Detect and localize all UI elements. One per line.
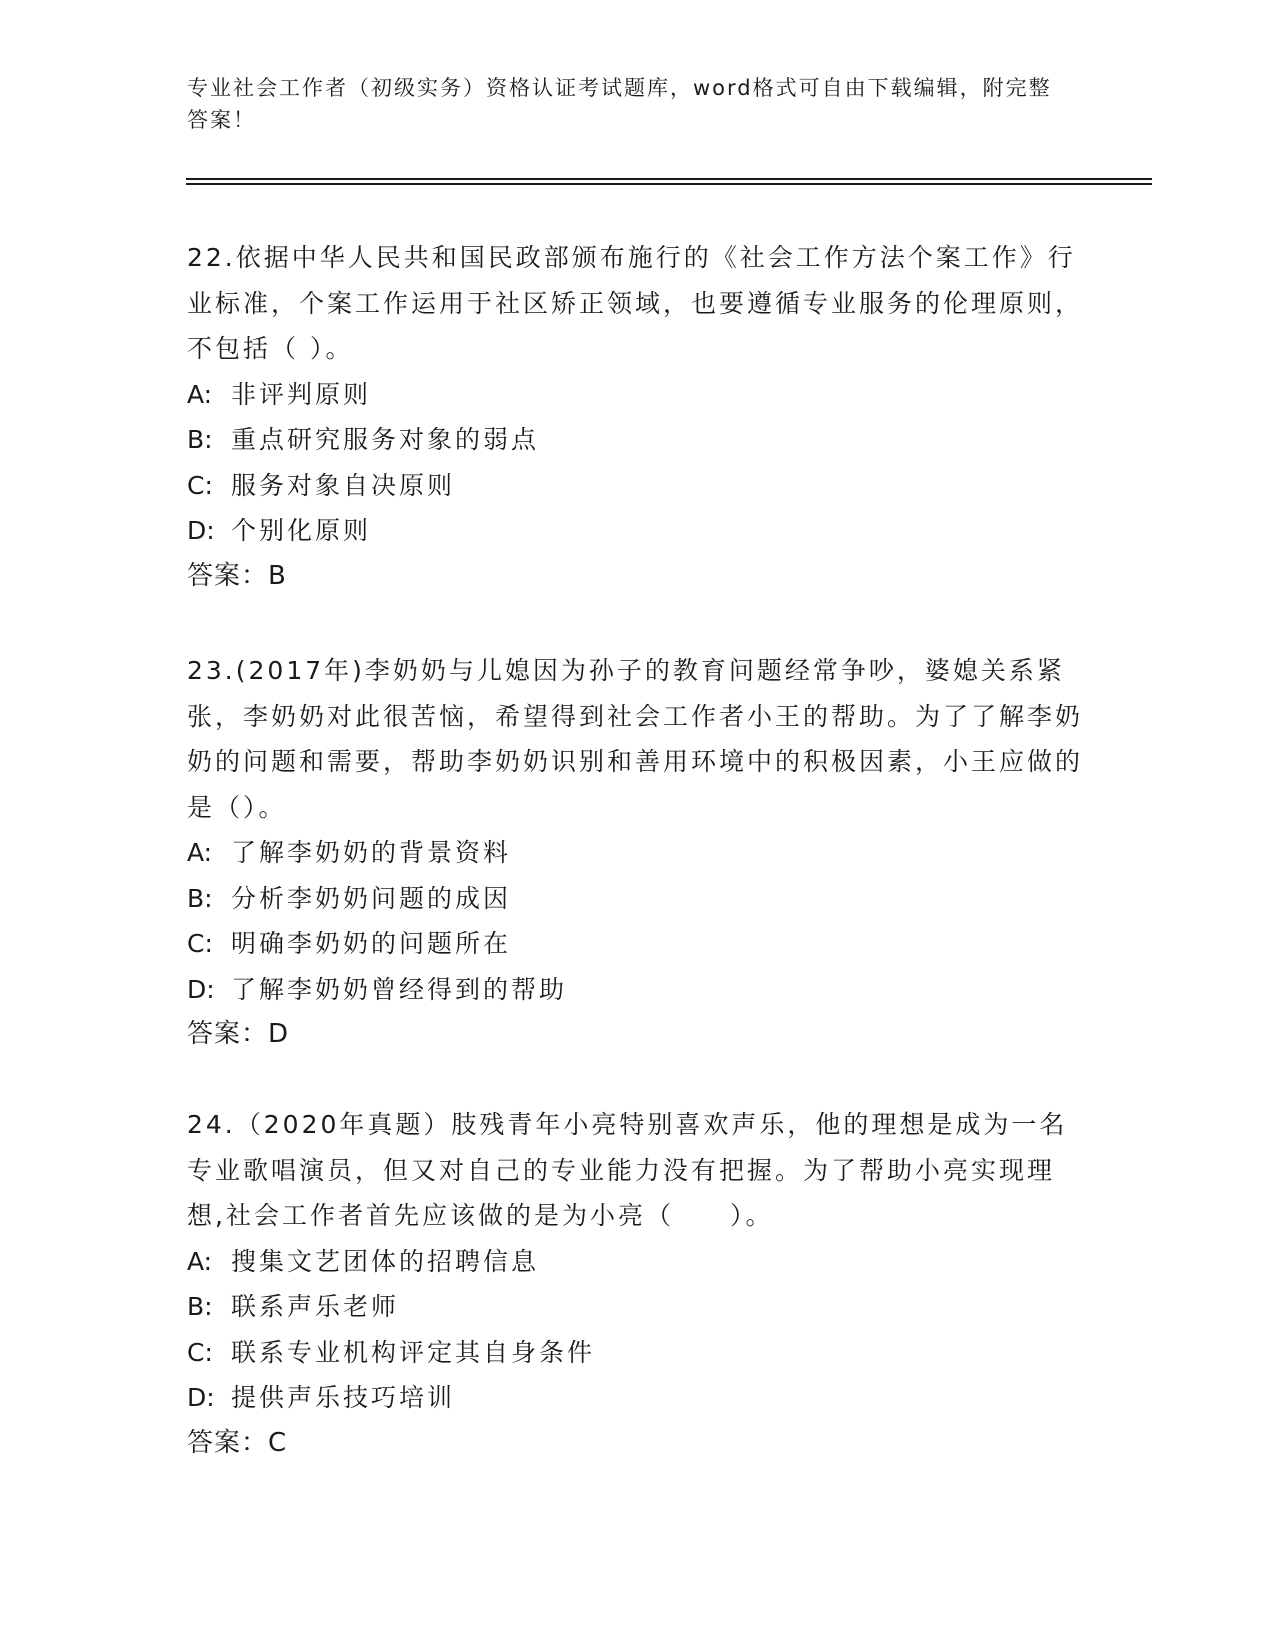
option-d bbox=[187, 508, 1087, 554]
question-stem: 24.（2020年真题）肢残青年小亮特别喜欢声乐，他的理想是成为一名专业歌唱演员，但又对自己的专业能力没有把握。为了帮助小亮实现理想,社会工作者首先应该做的是为小亮（ ）。 bbox=[187, 1110, 1068, 1230]
option-key: C: bbox=[187, 929, 213, 958]
option-text: 了解李奶奶的背景资料 bbox=[231, 838, 512, 867]
option-key: A: bbox=[187, 1246, 213, 1276]
answer-line: 答案：D bbox=[187, 1019, 290, 1049]
option-key: D: bbox=[187, 516, 215, 545]
option-list bbox=[187, 1239, 1087, 1421]
option-text: 搜集文艺团体的招聘信息 bbox=[231, 1246, 540, 1276]
option-list bbox=[187, 372, 1087, 554]
option-text: 联系声乐老师 bbox=[231, 1292, 400, 1321]
option-text: 提供声乐技巧培训 bbox=[231, 1383, 456, 1412]
option-c bbox=[187, 1330, 1087, 1376]
option-d bbox=[187, 1375, 1087, 1421]
option-key: A: bbox=[187, 838, 213, 867]
option-key: B: bbox=[187, 425, 213, 454]
option-list bbox=[187, 830, 1087, 1012]
option-key: C: bbox=[187, 470, 213, 500]
answer-line: 答案：B bbox=[187, 560, 287, 591]
option-key: A: bbox=[187, 379, 213, 409]
header-rule-top bbox=[186, 178, 1152, 180]
question-24 bbox=[187, 1102, 1087, 1466]
option-b bbox=[187, 417, 1087, 463]
option-c bbox=[187, 921, 1087, 967]
option-text: 了解李奶奶曾经得到的帮助 bbox=[231, 974, 568, 1004]
question-23 bbox=[187, 648, 1087, 1058]
option-a bbox=[187, 372, 1087, 418]
option-text: 重点研究服务对象的弱点 bbox=[231, 425, 540, 454]
option-text: 个别化原则 bbox=[231, 516, 372, 545]
option-key: C: bbox=[187, 1337, 213, 1367]
question-stem: 23.(2017年)李奶奶与儿媳因为孙子的教育问题经常争吵，婆媳关系紧张，李奶奶对此很苦恼，希望得到社会工作者小王的帮助。为了了解李奶奶的问题和需要，帮助李奶奶识别和善用环境中的积极因素，小王应做的是（）。 bbox=[187, 656, 1084, 822]
option-a bbox=[187, 1239, 1087, 1285]
header-rule-bottom bbox=[186, 183, 1152, 185]
option-c bbox=[187, 463, 1087, 509]
option-key: D: bbox=[187, 1383, 215, 1412]
option-b bbox=[187, 876, 1087, 922]
option-text: 非评判原则 bbox=[231, 379, 372, 409]
option-key: B: bbox=[187, 1292, 213, 1321]
question-22 bbox=[187, 235, 1087, 599]
document-header: 专业社会工作者（初级实务）资格认证考试题库，word格式可自由下载编辑，附完整答案！ bbox=[187, 76, 1052, 132]
option-key: D: bbox=[187, 974, 215, 1004]
option-text: 服务对象自决原则 bbox=[231, 470, 456, 500]
option-b bbox=[187, 1284, 1087, 1330]
option-text: 分析李奶奶问题的成因 bbox=[231, 883, 512, 913]
option-key: B: bbox=[187, 883, 213, 913]
option-text: 联系专业机构评定其自身条件 bbox=[231, 1337, 596, 1367]
option-a bbox=[187, 830, 1087, 876]
option-text: 明确李奶奶的问题所在 bbox=[231, 929, 512, 958]
answer-line: 答案：C bbox=[187, 1427, 288, 1458]
question-stem: 22.依据中华人民共和国民政部颁布施行的《社会工作方法个案工作》行业标准，个案工作运用于社区矫正领域，也要遵循专业服务的伦理原则，不包括（ ）。 bbox=[187, 243, 1084, 363]
option-d bbox=[187, 967, 1087, 1013]
